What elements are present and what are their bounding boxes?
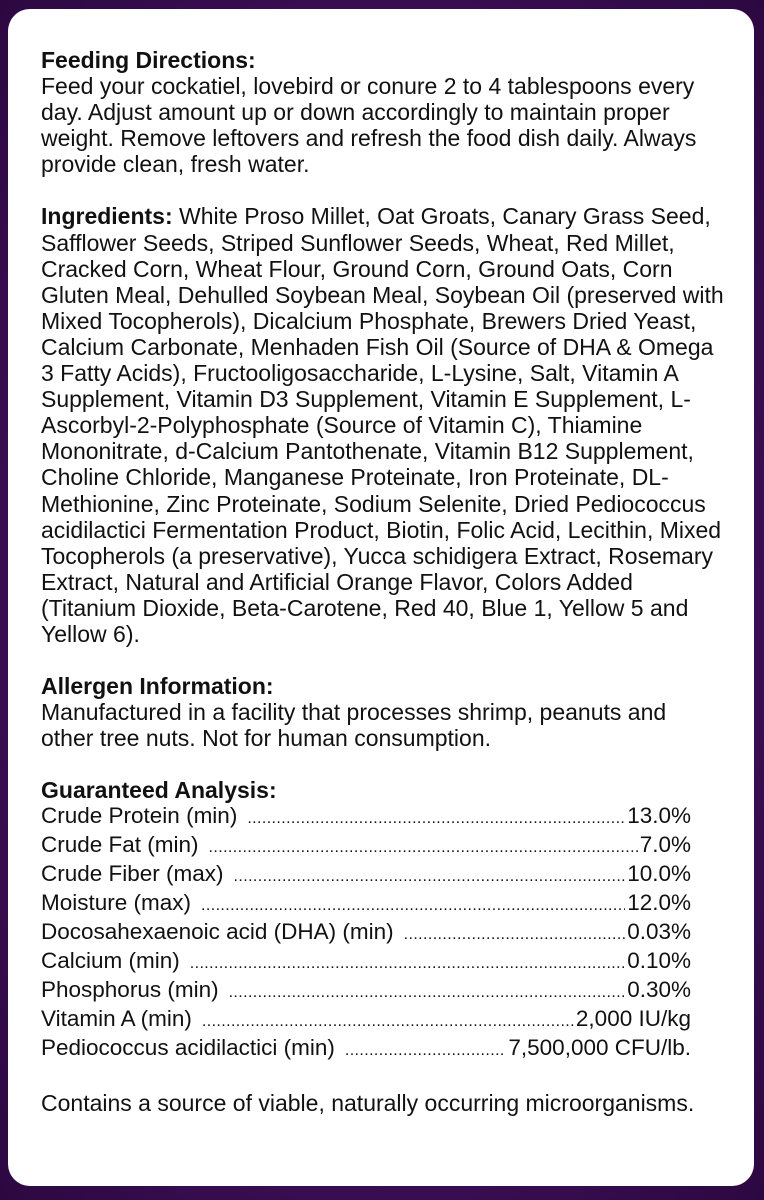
analysis-value: 2,000 IU/kg: [575, 1005, 691, 1031]
dot-leader: [202, 1009, 574, 1035]
analysis-value: 7.0%: [639, 832, 691, 858]
ingredients-text: White Proso Millet, Oat Groats, Canary Grass Seed, Safflower Seeds, Striped Sunflower Seeds, Wheat, Red Millet, Cracked Corn, Wheat Flour, Ground Corn, Ground Oats, Corn Gluten Meal, Dehulled Soybean Meal, Soybean Oil (preserved with Mixed Tocopherols), Dicalcium Phosphate, Brewers Dried Yeast, Calcium Carbonate, Menhaden Fish Oil (Source of DHA & Omega 3 Fatty Acids), Fructooligosaccharide, L-Lysine, Salt, Vitamin A Supplement, Vitamin D3 Supplement, Vitamin E Supplement, L-Ascorbyl-2-Polyphosphate (Source of Vitamin C), Thiamine Mononitrate, d-Calcium Pantothenate, Vitamin B12 Supplement, Choline Chloride, Manganese Proteinate, Iron Proteinate, DL-Methionine, Zinc Proteinate, Sodium Selenite, Dried Pediococcus acidilactici Fermentation Product, Biotin, Folic Acid, Lecithin, Mixed Tocopherols (a preservative), Yucca schidigera Extract, Rosemary Extract, Natural and Artificial Orange Flavor, Colors Added (Titanium Dioxide, Beta-Carotene, Red 40, Blue 1, Yellow 5 and Yellow 6).: [41, 203, 724, 647]
analysis-value: 0.03%: [627, 919, 691, 945]
analysis-table: [41, 803, 724, 1063]
analysis-label: Vitamin A (min): [41, 1005, 192, 1031]
analysis-label: Crude Fiber (max): [41, 861, 224, 887]
closing-note: Contains a source of viable, naturally occurring microorganisms.: [41, 1089, 695, 1116]
ingredients-section: [41, 203, 724, 647]
dot-leader: [190, 951, 625, 977]
analysis-row: [41, 1035, 691, 1064]
dot-leader: [201, 893, 625, 919]
allergen-heading: Allergen Information:: [41, 673, 274, 700]
analysis-label: Docosahexaenoic acid (DHA) (min): [41, 919, 394, 945]
allergen-section: [41, 673, 724, 751]
analysis-row: [41, 832, 691, 861]
analysis-row: [41, 890, 691, 919]
analysis-row: [41, 919, 691, 948]
analysis-value: 0.30%: [627, 976, 691, 1002]
guaranteed-analysis-heading: Guaranteed Analysis:: [41, 777, 277, 804]
analysis-value: 10.0%: [627, 861, 691, 887]
allergen-text: Manufactured in a facility that processes shrimp, peanuts and other tree nuts. Not for human consumption.: [41, 699, 667, 752]
analysis-row: [41, 948, 691, 977]
analysis-label: Phosphorus (min): [41, 976, 219, 1002]
analysis-value: 13.0%: [627, 803, 691, 829]
label-panel: [8, 9, 754, 1186]
analysis-value: 7,500,000 CFU/lb.: [508, 1034, 691, 1060]
analysis-row: [41, 977, 691, 1006]
analysis-label: Calcium (min): [41, 947, 180, 973]
analysis-row: [41, 1006, 691, 1035]
guaranteed-analysis-section: [41, 777, 724, 1063]
dot-leader: [404, 922, 626, 948]
closing-note-section: [41, 1090, 724, 1116]
analysis-label: Crude Protein (min): [41, 803, 238, 829]
dot-leader: [247, 806, 625, 832]
analysis-row: [41, 803, 691, 832]
ingredients-heading: Ingredients:: [41, 203, 173, 230]
dot-leader: [345, 1038, 507, 1064]
feeding-directions-heading: Feeding Directions:: [41, 47, 256, 73]
dot-leader: [234, 864, 626, 890]
dot-leader: [209, 835, 638, 861]
analysis-label: Crude Fat (min): [41, 832, 199, 858]
feeding-directions-section: [41, 47, 724, 177]
analysis-value: 0.10%: [627, 947, 691, 973]
dot-leader: [229, 980, 626, 1006]
feeding-directions-text: Feed your cockatiel, lovebird or conure 2 to 4 tablespoons every day. Adjust amount up or down accordingly to maintain proper weight. Remove leftovers and refresh the food dish daily. Always provide clean, fresh water.: [41, 73, 697, 178]
analysis-value: 12.0%: [627, 890, 691, 916]
analysis-label: Pediococcus acidilactici (min): [41, 1034, 335, 1060]
analysis-row: [41, 861, 691, 890]
analysis-label: Moisture (max): [41, 890, 192, 916]
